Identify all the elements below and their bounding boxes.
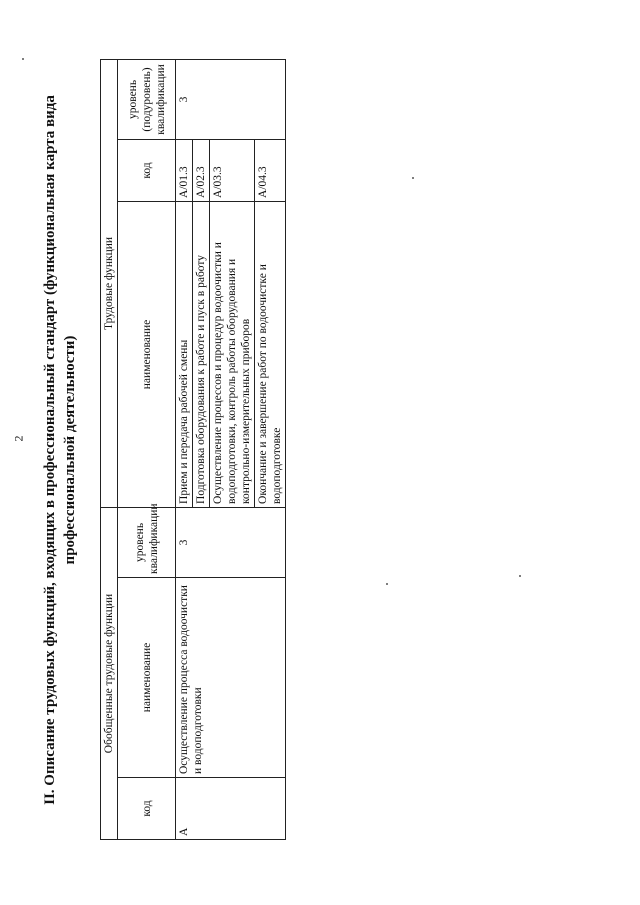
group-header-row <box>101 59 118 839</box>
column-header-lab-name: наименование <box>118 201 176 507</box>
table-row <box>176 59 193 839</box>
scan-speck <box>519 575 521 577</box>
column-header-gen-code: код <box>118 778 176 840</box>
page-number: 2 <box>11 435 26 442</box>
gen-code-cell: A <box>176 778 286 840</box>
header-generalized-functions: Обобщенные трудовые функции <box>101 507 118 839</box>
lab-name-cell: Подготовка оборудования к работе и пуск в работу <box>193 201 210 507</box>
rotated-sheet <box>40 0 283 840</box>
gen-level-cell: 3 <box>176 507 286 577</box>
scan-speck <box>22 58 24 60</box>
column-header-gen-level: уровень квалификации <box>118 507 176 577</box>
lab-name-cell: Осуществление процессов и процедур водоочистки и водоподготовки, контроль работы оборудования и контрольно-измерительных приборов <box>210 201 255 507</box>
lab-code-cell: A/02.3 <box>193 139 210 201</box>
header-labor-functions: Трудовые функции <box>101 59 118 507</box>
column-header-gen-name: наименование <box>118 578 176 778</box>
lab-name-cell: Прием и передача рабочей смены <box>176 201 193 507</box>
column-header-lab-level: уровень (подуровень) квалификации <box>118 59 176 139</box>
lab-code-cell: A/01.3 <box>176 139 193 201</box>
functional-map-table <box>100 59 286 840</box>
gen-name-cell: Осуществление процесса водоочистки и водоподготовки <box>176 578 286 778</box>
scan-speck <box>386 583 388 585</box>
column-header-lab-code: код <box>118 139 176 201</box>
column-header-row <box>118 59 176 839</box>
section-title: II. Описание трудовых функций, входящих в профессиональный стандарт (функциональная карта вида профессиональной деятельности) <box>42 95 78 805</box>
lab-code-cell: A/03.3 <box>210 139 255 201</box>
lab-level-cell: 3 <box>176 59 286 139</box>
lab-name-cell: Окончание и завершение работ по водоочистке и водоподготовке <box>255 201 286 507</box>
lab-code-cell: A/04.3 <box>255 139 286 201</box>
scan-speck <box>412 177 414 179</box>
